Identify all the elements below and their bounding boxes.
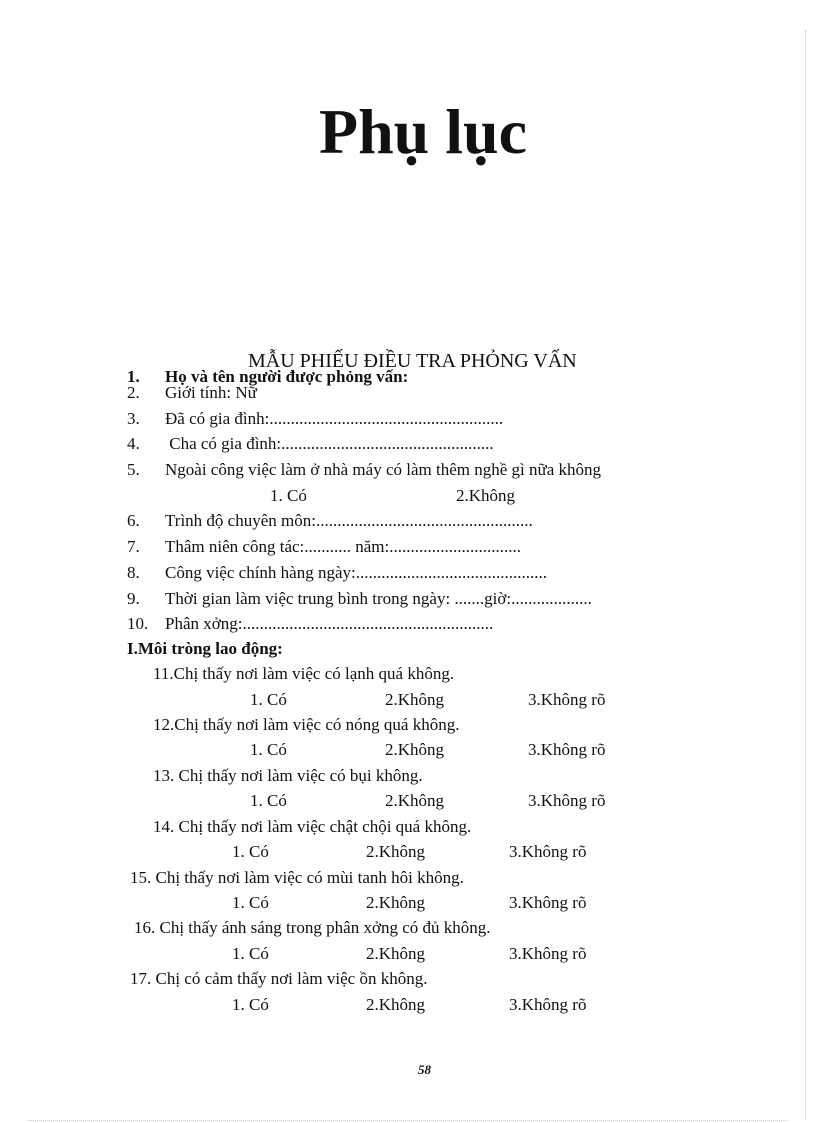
item-10 [127, 614, 493, 634]
item-text: Cha có gia đình:.................................................. [165, 434, 494, 453]
item-text: Công việc chính hàng ngày:............................................. [165, 563, 547, 582]
option-co: 1. Có [232, 995, 269, 1014]
option-khong-ro: 3.Không rõ [528, 791, 606, 810]
option-co: 1. Có [232, 842, 269, 861]
item-number: 2. [127, 383, 140, 402]
item-text: Thâm niên công tác:........... năm:............................... [165, 537, 521, 556]
option-co: 1. Có [250, 740, 287, 759]
question-15: 15. Chị thấy nơi làm việc có mùi tanh hôi không. [130, 868, 464, 887]
item-4 [127, 434, 494, 454]
item-text: Họ và tên người được phỏng vấn: [165, 367, 409, 386]
item-number: 10. [127, 614, 149, 633]
option-co: 1. Có [232, 944, 269, 963]
option-khong: 2.Không [366, 842, 426, 861]
item-number: 5. [127, 460, 140, 479]
item-text: Đã có gia đình:....................................................... [165, 409, 504, 428]
form-subtitle: MẪU PHIẾU ĐIỀU TRA PHỎNG VẤN [248, 350, 577, 372]
item-text: Thời gian làm việc trung bình trong ngày: .......giờ:................... [165, 589, 592, 608]
option-khong: 2.Không [385, 791, 445, 810]
question-14: 14. Chị thấy nơi làm việc chật chội quá không. [153, 817, 472, 836]
page-number: 58 [418, 1062, 431, 1077]
item-number: 8. [127, 563, 140, 582]
option-co: 1. Có [250, 690, 287, 709]
question-11: 11.Chị thấy nơi làm việc có lạnh quá không. [153, 664, 455, 683]
option-khong-ro: 3.Không rõ [509, 893, 587, 912]
question-17: 17. Chị có cảm thấy nơi làm việc ồn không. [130, 969, 428, 988]
item-3 [127, 409, 503, 429]
section-heading: I.Môi tròng lao động: [127, 639, 283, 658]
option-khong-ro: 3.Không rõ [528, 690, 606, 709]
item-number: 1. [127, 367, 140, 386]
item-number: 4. [127, 434, 140, 453]
option-co: 1. Có [250, 791, 287, 810]
option-khong: 2.Không [385, 690, 445, 709]
option-khong-ro: 3.Không rõ [528, 740, 606, 759]
q5-option-2: 2.Không [456, 486, 516, 505]
option-khong: 2.Không [366, 995, 426, 1014]
item-number: 7. [127, 537, 140, 556]
item-text: Giới tính: Nữ [165, 383, 257, 402]
item-5 [127, 460, 601, 480]
item-text: Trình độ chuyên môn:................................................... [165, 511, 533, 530]
question-12: 12.Chị thấy nơi làm việc có nóng quá không. [153, 715, 460, 734]
item-text: Phân xởng:........................................................... [165, 614, 494, 633]
option-khong: 2.Không [366, 944, 426, 963]
page-border-bottom [28, 1120, 788, 1121]
page-title: Phụ lục [318, 96, 528, 167]
option-khong-ro: 3.Không rõ [509, 944, 587, 963]
item-number: 3. [127, 409, 140, 428]
page-border-right [805, 30, 806, 1120]
item-number: 6. [127, 511, 140, 530]
question-13: 13. Chị thấy nơi làm việc có bụi không. [153, 766, 423, 785]
option-khong: 2.Không [385, 740, 445, 759]
option-khong-ro: 3.Không rõ [509, 995, 587, 1014]
item-6 [127, 511, 533, 531]
item-8 [127, 563, 547, 583]
option-co: 1. Có [232, 893, 269, 912]
question-16: 16. Chị thấy ánh sáng trong phân xởng có đủ không. [134, 918, 491, 937]
option-khong: 2.Không [366, 893, 426, 912]
item-text: Ngoài công việc làm ở nhà máy có làm thêm nghề gì nữa không [165, 460, 602, 479]
item-9 [127, 589, 592, 609]
q5-option-1: 1. Có [270, 486, 307, 505]
item-7 [127, 537, 521, 557]
item-2 [127, 383, 257, 403]
option-khong-ro: 3.Không rõ [509, 842, 587, 861]
item-number: 9. [127, 589, 140, 608]
